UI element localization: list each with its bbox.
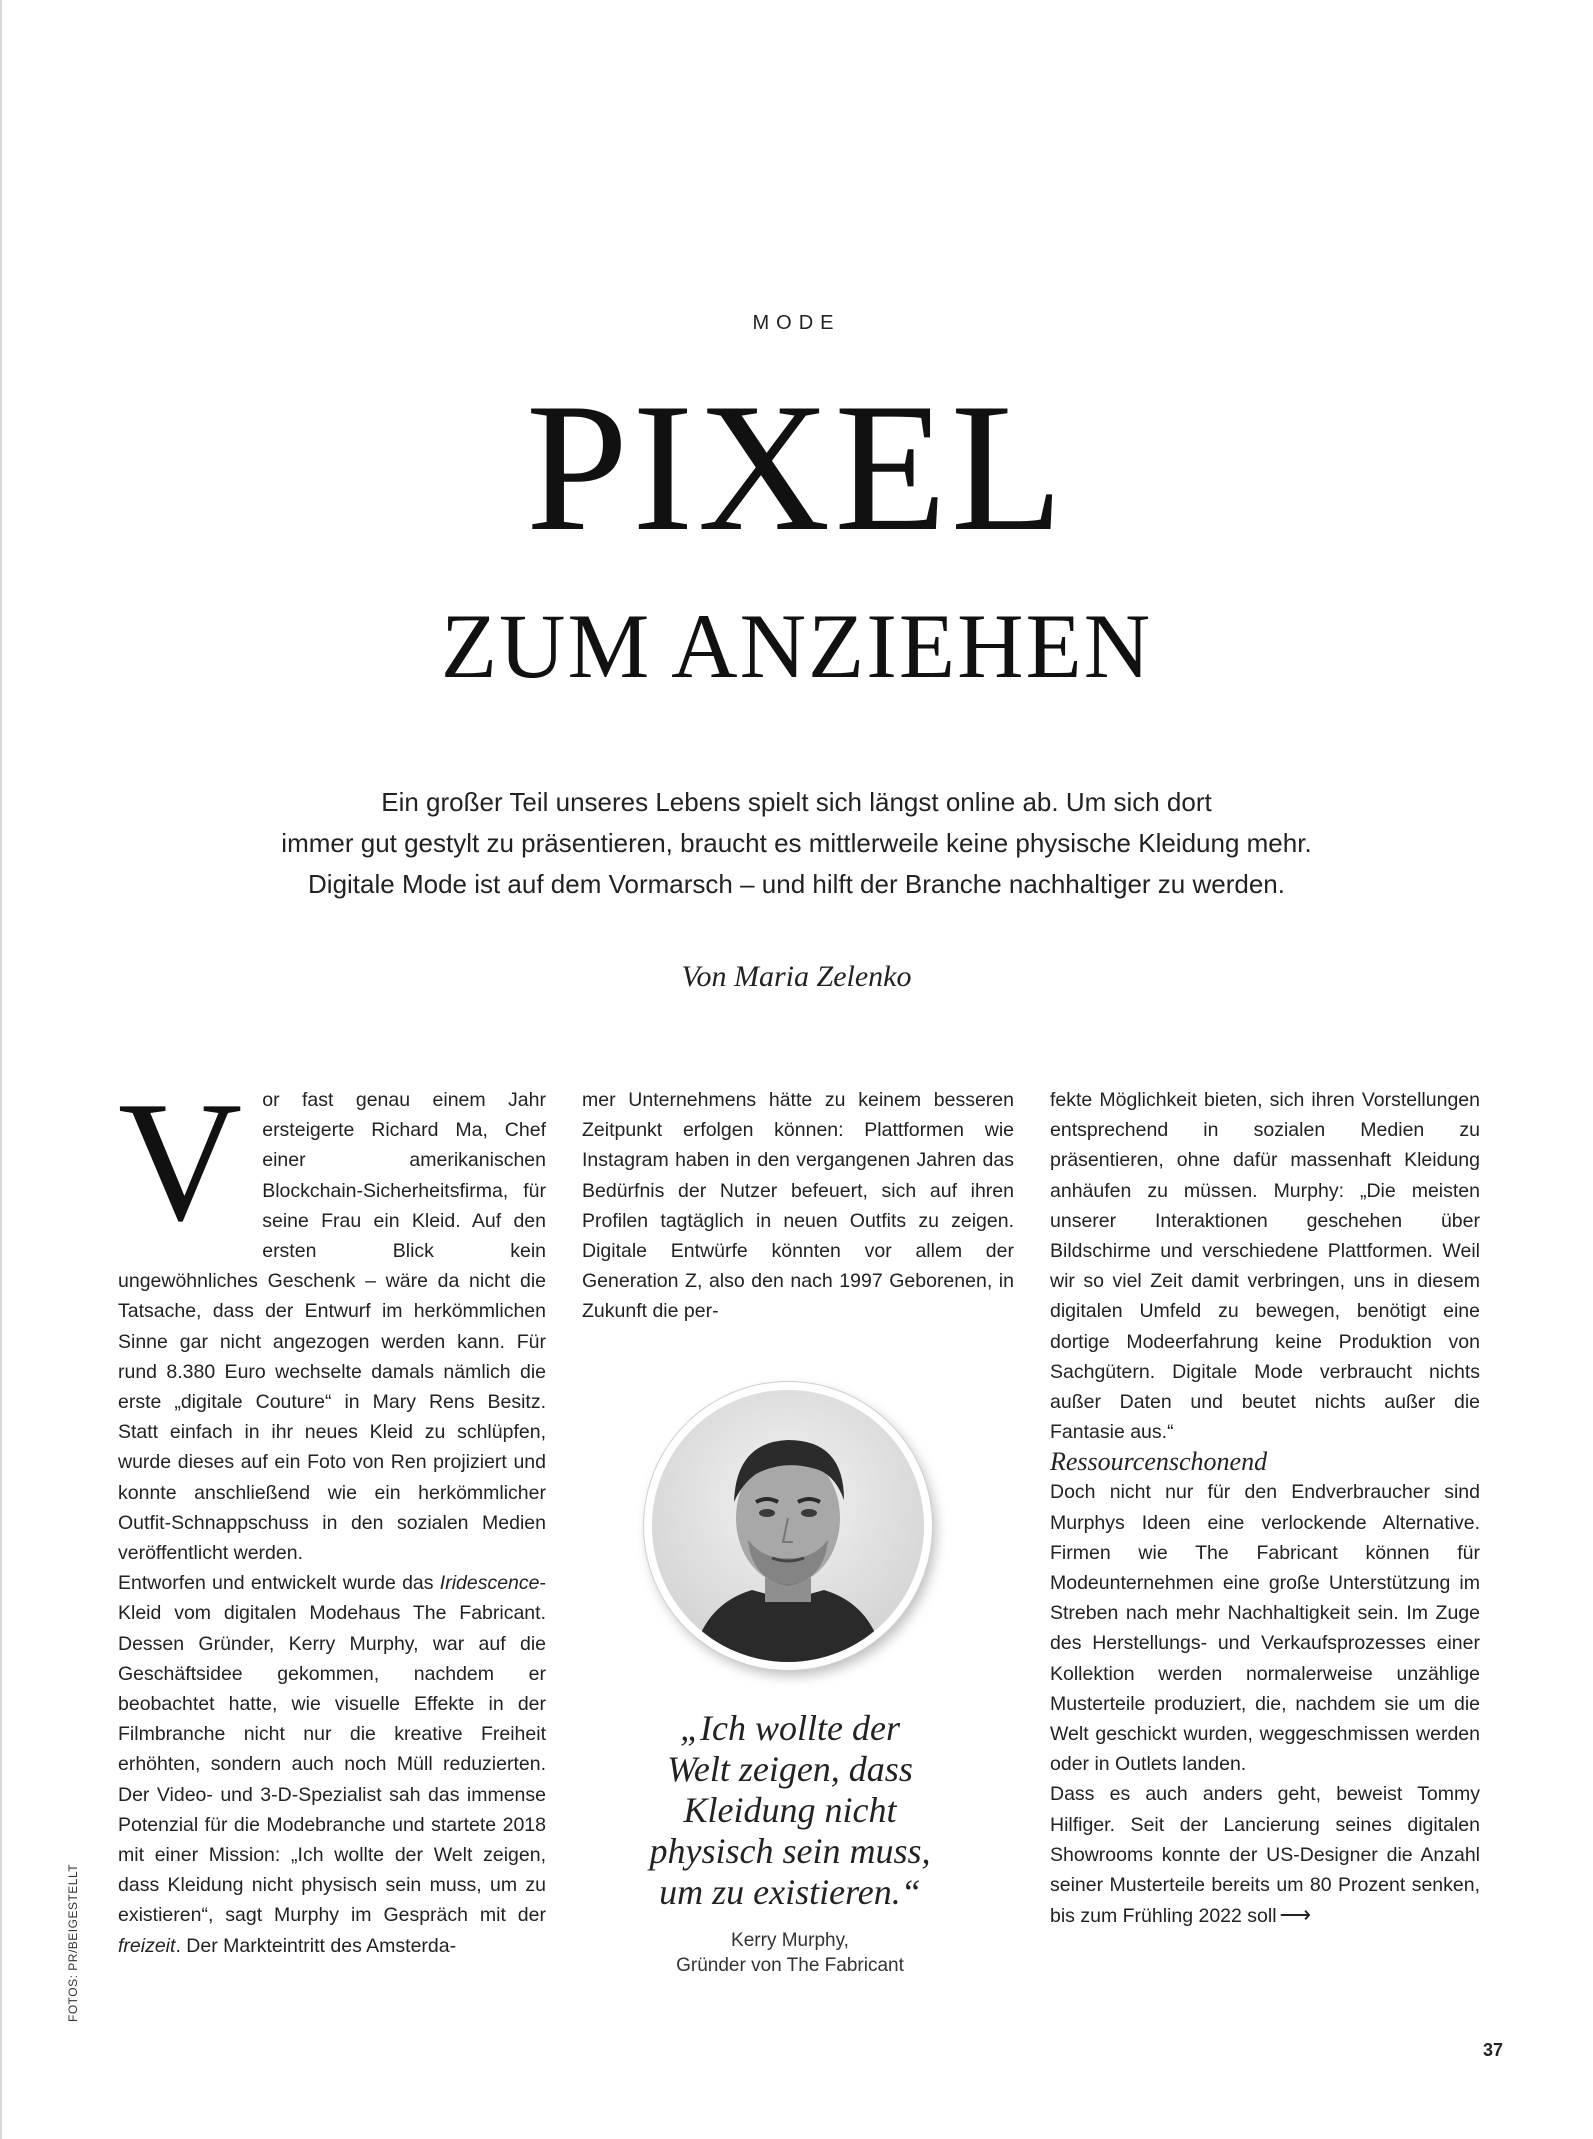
quote-attribution-role: Gründer von The Fabricant	[676, 1955, 904, 1976]
lead-paragraph	[150, 782, 1443, 905]
portrait-illustration	[652, 1390, 924, 1662]
drop-cap: V	[118, 1067, 243, 1257]
body-paragraph	[118, 1568, 546, 1961]
quote-line: physisch sein muss,	[649, 1831, 931, 1871]
quote-attribution	[600, 1928, 980, 1978]
headline-main: PIXEL	[525, 365, 1068, 569]
continue-arrow-icon: ⟶	[1279, 1902, 1312, 1928]
quote-line: um zu existieren.“	[659, 1872, 921, 1912]
pull-quote	[600, 1708, 980, 1913]
lead-line: immer gut gestylt zu präsentieren, braucht es mittlerweile keine physische Kleidung mehr.	[281, 828, 1312, 858]
emphasis-text: freizeit	[118, 1934, 176, 1957]
headline-sub: ZUM ANZIEHEN	[440, 595, 1153, 697]
quote-attribution-name: Kerry Murphy,	[731, 1930, 849, 1951]
body-text: -Kleid vom digitalen Modehaus The Fabricant. Dessen Gründer, Kerry Murphy, war auf die Geschäftsidee gekommen, nachdem er beobachtet hatte, wie visuelle Effekte in der Filmbranche nicht nur die kreative Freiheit erhöhten, sondern auch noch Müll reduzierten. Der Video- und 3-D-Spezialist sah das immense Potenzial für die Modebranche und startete 2018 mit einer Mission: „Ich wollte der Welt zeigen, dass Kleidung nicht physisch sein muss, um zu existieren“, sagt Murphy im Gespräch mit der	[118, 1572, 546, 1927]
subheading: Ressourcenschonend	[1050, 1447, 1268, 1477]
portrait-photo	[652, 1390, 924, 1662]
photo-credit: FOTOS: PR/BEIGESTELLT	[66, 1863, 80, 2022]
quote-line: Kleidung nicht	[683, 1790, 897, 1830]
article-column-2	[582, 1085, 1014, 1327]
body-paragraph: mer Unternehmens hätte zu keinem besseren Zeitpunkt erfolgen können: Plattformen wie Instagram haben in den vergangenen Jahren das Bedürfnis der Nutzer befeuert, sich auf ihren Profilen tagtäglich in neuen Outfits zu zeigen. Digitale Entwürfe könnten vor allem der Generation Z, also den nach 1997 Geborenen, in Zukunft die per-	[582, 1089, 1014, 1323]
body-paragraph: Doch nicht nur für den Endverbraucher sind Murphys Ideen eine verlockende Alternative. Firmen wie The Fabricant können für Modeunternehmen eine große Unterstützung im Streben nach mehr Nachhaltigkeit sein. Im Zuge des Herstellungs- und Verkaufsprozesses einer Kollektion werden normalerweise unzählige Musterteile produziert, die, nachdem sie um die Welt geschickt wurden, weggeschmissen werden oder in Outlets landen.	[1050, 1481, 1480, 1776]
article-column-1	[118, 1067, 546, 1961]
emphasis-text: Iridescence	[439, 1572, 540, 1595]
body-paragraph: or fast genau einem Jahr ersteigerte Richard Ma, Chef einer amerikanischen Blockchain-Sicherheitsfirma, für seine Frau ein Kleid. Auf den ersten Blick kein ungewöhnliches Geschenk – wäre da nicht die Tatsache, dass der Entwurf im herkömmlichen Sinne gar nicht angezogen werden kann. Für rund 8.380 Euro wechselte damals nämlich die erste „digitale Couture“ in Mary Rens Besitz. Statt einfach in ihr neues Kleid zu schlüpfen, wurde dieses auf ein Foto von Ren projiziert und konnte anschließend wie ein herkömmlicher Outfit-Schnappschuss in den sozialen Medien veröffentlicht werden.	[118, 1089, 546, 1565]
body-text: Entworfen und entwickelt wurde das	[118, 1572, 440, 1595]
page-number: 37	[1482, 2040, 1503, 2060]
body-paragraph: fekte Möglichkeit bieten, sich ihren Vorstellungen entsprechend in sozialen Medien zu präsentieren, ohne dafür massenhaft Kleidung anhäufen zu müssen. Murphy: „Die meisten unserer Interaktionen geschehen über Bildschirme und verschiedene Plattformen. Weil wir so viel Zeit damit verbringen, uns in diesem digitalen Umfeld zu bewegen, benötigt eine dortige Modeerfahrung keine Produktion von Sachgütern. Digitale Mode verbraucht nichts außer Daten und beutet nichts außer die Fantasie aus.“	[1050, 1089, 1480, 1444]
lead-line: Ein großer Teil unseres Lebens spielt sich längst online ab. Um sich dort	[381, 787, 1212, 817]
section-rubric: MODE	[752, 312, 841, 334]
quote-line: „Ich wollte der	[680, 1708, 900, 1748]
lead-line: Digitale Mode ist auf dem Vormarsch – und hilft der Branche nachhaltiger zu werden.	[308, 869, 1285, 899]
article-column-3	[1050, 1085, 1480, 1931]
quote-line: Welt zeigen, dass	[667, 1749, 913, 1789]
body-text: . Der Markteintritt des Amsterda-	[175, 1934, 457, 1957]
body-text: Dass es auch anders geht, beweist Tommy Hilfiger. Seit der Lancierung seines digitalen Showrooms konnte der US-Designer die Anzahl seiner Musterteile bereits um 80 Prozent senken, bis zum Frühling 2022 soll	[1050, 1783, 1480, 1928]
body-paragraph	[1050, 1779, 1480, 1931]
byline: Von Maria Zelenko	[681, 960, 912, 993]
